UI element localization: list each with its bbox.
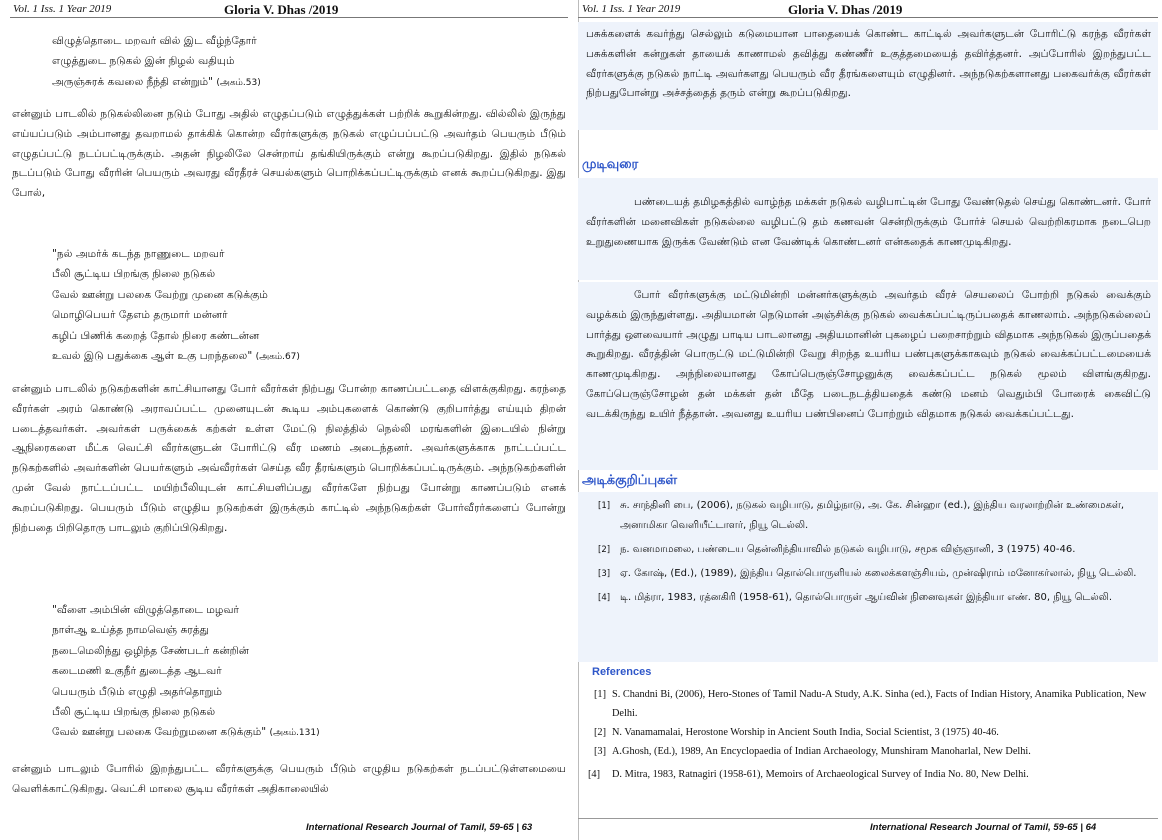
paragraph: என்னும் பாடலும் போரில் இறந்துபட்ட வீரர்களுக்கு பெயரும் பீடும் எழுதிய நடுகற்கள் நடப்பட்டுள்ளமையை வெளிக்காட்டுகிறது. வெட்சி மாலை சூடிய வீரர்கள் அதிகாலையில் bbox=[12, 763, 566, 795]
verse-block-1 bbox=[52, 31, 261, 93]
verse-line: "நல் அமர்க் கடந்த நாணுடை மறவர் bbox=[52, 248, 225, 260]
verse-line: நடைமெலிந்து ஒழிந்த சேண்படர் கன்றின் bbox=[52, 644, 250, 657]
journal-volume: Vol. 1 Iss. 1 Year 2019 bbox=[582, 3, 681, 15]
verse-line: கடைமணி உகுநீர் துடைத்த ஆடவர் bbox=[52, 665, 222, 678]
footnote-item: [4] டி. மித்ரா, 1983, ரத்னகிரி (1958-61), தொல்பொருள் ஆய்வின் நினைவுகள் இந்தியா எண். 80, நியூ டெல்லி. bbox=[598, 592, 1113, 603]
verse-line: எழுத்துடை நடுகல் இன் நிழல் வதியும் bbox=[52, 55, 235, 68]
verse-line: வேல் ஊன்று பலகை வேற்றுமனை கடுக்கும்" (அகம்.131) bbox=[52, 726, 320, 739]
footer-rule bbox=[578, 818, 1158, 819]
verse-citation: (அகம்.131) bbox=[269, 728, 320, 739]
paragraph: என்னும் பாடலில் நடுகல்லினை நடும் போது அதில் எழுதப்படும் எழுத்துக்கள் பற்றிக் கூறுகின்றது. வில்லில் இருந்து எய்யப்படும் அம்பானது தவறாமல் தாக்கிக் கொன்ற வீரர்களுக்கு நடுகல் எழுப்பப்பட்டு அவர்தம் பெயரும் பீடும் எழுதப்பட்டு நடப்பட்டிருக்கும். அதன் நிழலிலே சென்றாய் தங்கியிருக்கும் என்று கூறப்படுகிறது. இதில் நடுகல் நடப்படும் போது வீரரின் பெயரும் அவரது வீரதீரச் செயல்களும் பொறிக்கப்பட்டிருக்கும் எனக் கூறப்படுகிறது. இது போல், bbox=[12, 108, 566, 200]
paragraph: பசுக்களைக் கவர்ந்து செல்லும் கடுமையான பாதையைக் கொண்ட காட்டில் அவர்களுடன் போரிட்டு கரந்த வீரர்கள் பசுக்களின் கன்றுகள் தாயைக் காணாமல் தவித்து கண்ணீர் உகுத்தமையைத் தவிர்த்தனர். அப்போரில் இறந்துபட்ட வீரர்களுக்கு நடுகல் நாட்டி அவர்களது பெயரும் வீர தீரங்களையும் எழுதினர். அந்நடுகற்களானது பகைவர்க்கு வீரர்கள் நிற்பதுபோன்று அச்சத்தைத் தரும் என்று கூறப்படுகிறது. bbox=[586, 28, 1151, 100]
verse-line: பீலி சூட்டிய பிறங்கு நிலை நடுகல் bbox=[52, 706, 216, 719]
footnote-list bbox=[598, 496, 1138, 608]
reference-item: [3] A.Ghosh, (Ed.), 1989, An Encyclopaedia of Indian Archaeology, Munshiram Manoharlal, New Delhi. bbox=[594, 746, 1031, 757]
footnote-item: [2] ந. வனமாமலை, பண்டைய தென்னிந்தியாவில் நடுகல் வழிபாடு, சமூக விஞ்ஞானி, 3 (1975) 40-46. bbox=[598, 544, 1076, 555]
header-rule bbox=[10, 17, 568, 18]
verse-line: நாள்ஆ உய்த்த நாமவெஞ் சுரத்து bbox=[52, 624, 209, 637]
verse-line: உவல் இடு பதுக்கை ஆள் உகு பறந்தலை" (அகம்.67) bbox=[52, 350, 300, 363]
verse-line: விழுத்தொடை மறவர் வில் இட வீழ்ந்தோர் bbox=[52, 35, 257, 47]
verse-block-2 bbox=[52, 244, 300, 367]
reference-item: [1] S. Chandni Bi, (2006), Hero-Stones of Tamil Nadu-A Study, A.K. Sinha (ed.), Facts of Indian History, Anamika Publication, New Delhi. bbox=[594, 689, 1147, 719]
paragraph: பண்டையத் தமிழகத்தில் வாழ்ந்த மக்கள் நடுகல் வழிபாட்டின் போது வேண்டுதல் செய்து கொண்டனர். போர் வீரர்களின் மனைவிகள் நடுகல்லை வழிபட்டு தம் கணவன் சென்றிருக்கும் போர்ச் செயல் வெற்றிகரமாக நடைபெற உறுதுணையாக இருக்க வேண்டும் என வேண்டிக் கொண்டனர் என்கதைக் காணமுடிகிறது. bbox=[586, 196, 1151, 248]
verse-line: பீலி சூட்டிய பிறங்கு நிலை நடுகல் bbox=[52, 268, 216, 281]
verse-citation: (அகம்.67) bbox=[255, 352, 300, 363]
page-footer: International Research Journal of Tamil, 59-65 | 64 bbox=[870, 822, 1097, 833]
paragraph: என்னும் பாடலில் நடுகற்களின் காட்சியானது போர் வீரர்கள் நிற்பது போன்ற காணப்பட்டதை விளக்குகிறது. கரந்தை வீரர்கள் அரம் கொண்டு அராவப்பட்ட முனையுடன் கூடிய அம்புகளைக் கொண்டு குறிபார்த்து எய்யும் திறன் படைத்தவர்கள். அவர்கள் பருக்கைக் கற்கள் உள்ள மேட்டு நிலத்தில் நெல்லி மரங்களின் இடையில் நின்று ஆநிரைகளை மீட்க வெட்சி வீரர்களுடன் போரிட்டு வீர மணம் அடைந்தனர். அவர்களுக்காக நாட்டப்பட்ட நடுகற்களில் அவர்களின் பெயர்களும் அவ்வீரர்கள் செய்த வீர தீரங்களும் பொறிக்கப்பட்டிருக்கும். அந்நடுகற்களின் முன் வேல் நாட்டப்பட்ட மயிற்பீலியுடன் காட்சியளிப்பது வீரர்களே நிற்பது போன்று காணப்படும் எனக் கூறப்படுகிறது. பெயரும் பீடும் எழுதிய நடுகற்கள் இருக்கும் காட்டில் அந்நடுகற்கள் போர்வீரர்களைப் போன்று நிற்பதை பிறிதொரு பாடலும் குறிப்பிடுகிறது. bbox=[12, 383, 566, 534]
reference-item: [2] N. Vanamamalai, Herostone Worship in Ancient South India, Social Scientist, 3 (1975) 40-46. bbox=[594, 727, 999, 738]
references-heading: References bbox=[592, 666, 652, 678]
verse-block-3 bbox=[52, 600, 320, 744]
page-64 bbox=[578, 0, 1162, 840]
page-footer: International Research Journal of Tamil, 59-65 | 63 bbox=[306, 822, 533, 833]
verse-citation: (அகம்.53) bbox=[216, 77, 261, 88]
verse-line: வேல் ஊன்று பலகை வேற்று முனை கடுக்கும் bbox=[52, 288, 268, 301]
journal-volume: Vol. 1 Iss. 1 Year 2019 bbox=[13, 3, 112, 15]
verse-line: அருஞ்சுரக் கவலை நீந்தி என்றும்" (அகம்.53) bbox=[52, 75, 261, 88]
verse-line: கழிப் பிணிக் கறைத் தோல் நிரை கண்டன்ன bbox=[52, 329, 260, 342]
paragraph: போர் வீரர்களுக்கு மட்டுமின்றி மன்னர்களுக்கும் அவர்தம் வீரச் செயலைப் போற்றி நடுகல் வைக்கும் வழக்கம் இருந்துள்ளது. அதியமான் நெடுமான் அஞ்சிக்கு நடுகல் வைக்கப்பட்டிருப்பதைக் காணலாம். அந்நடுகல்லைப் பார்த்து ஔவையார் அழுது பாடிய பாடலானது அதியமானின் புகழைப் பறைசாற்றும் விதமாக அந்நடுகல் இருப்பதைக் கூறுகிறது. வீரத்தின் பொருட்டு மட்டுமின்றி வேறு சிறந்த உயரிய பண்புகளுக்காகவும் நடுகல் வைக்கப்பட்டமையைக் காணமுடிகிறது. அந்நிலையானது கோப்பெருஞ்சோழனுக்கு வைக்கப்பட்ட நடுகல் மூலம் விளங்குகிறது. கோப்பெருஞ்சோழன் தன் மக்கள் தன் மீதே படைநடத்தியதைக் கண்டு மனம் வெதும்பி போரைக் கைவிட்டு வடக்கிருந்து உயிர் நீத்தான். அவனது உயரிய பண்பினைப் போற்றும் விதமாக நடுகல் வைக்கப்பட்டது. bbox=[586, 289, 1151, 420]
footnote-item: [3] ஏ. கோஷ், (Ed.), (1989), இந்திய தொல்பொருளியல் கலைக்களஞ்சியம், முன்ஷிராம் மனோகர்லால், நியூ டெல்லி. bbox=[598, 568, 1137, 579]
header-author: Gloria V. Dhas /2019 bbox=[224, 2, 339, 17]
verse-line: "வீளை அம்பின் விழுத்தொடை மழவர் bbox=[52, 604, 240, 616]
reference-item: [4] D. Mitra, 1983, Ratnagiri (1958-61), Memoirs of Archaeological Survey of India No. 80, New Delhi. bbox=[588, 769, 1029, 780]
header-rule bbox=[578, 17, 1158, 18]
footnote-item: [1] சு. சாந்தினி பை, (2006), நடுகல் வழிபாடு, தமிழ்நாடு, அ. கே. சின்ஹா (ed.), இந்திய வரலாற்றின் உண்மைகள், அனாமிகா வெளியீட்டாளர், நியூ டெல்லி. bbox=[598, 500, 1125, 531]
verse-line: மொழிபெயர் தேஎம் தருமார் மன்னர் bbox=[52, 309, 228, 322]
verse-line: பெயரும் பீடும் எழுதி அதர்தொறும் bbox=[52, 685, 223, 698]
conclusion-heading: முடிவுரை bbox=[582, 157, 639, 172]
page-63 bbox=[0, 0, 578, 840]
reference-list bbox=[578, 685, 1158, 784]
footnotes-heading: அடிக்குறிப்புகள் bbox=[582, 473, 678, 488]
header-author: Gloria V. Dhas /2019 bbox=[788, 2, 903, 17]
